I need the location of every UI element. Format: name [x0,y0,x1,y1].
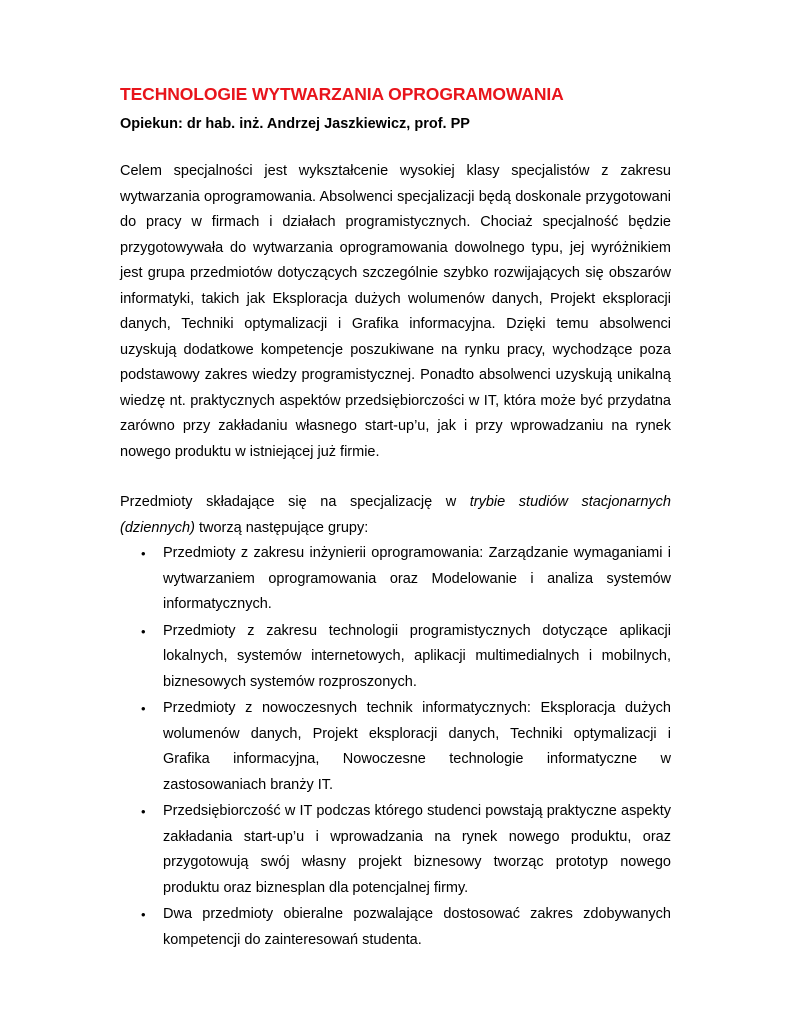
bullet-icon: • [141,623,146,639]
document-title: TECHNOLOGIE WYTWARZANIA OPROGRAMOWANIA [120,84,564,104]
supervisor-line: Opiekun: dr hab. inż. Andrzej Jaszkiewicz, prof. PP [120,116,470,132]
list-item-text: Przedmioty z zakresu inżynierii oprogramowania: Zarządzanie wymaganiami i wytwarzaniem oprogramowania oraz Modelowanie i analiza systemów informatycznych. [163,545,671,612]
groups-intro-text-start: Przedmioty składające się na specjalizację w [120,494,470,510]
list-item-text: Dwa przedmioty obieralne pozwalające dostosować zakres zdobywanych kompetencji do zainteresowań studenta. [163,906,671,948]
list-item-text: Przedmioty z zakresu technologii programistycznych dotyczące aplikacji lokalnych, systemów internetowych, aplikacji multimedialnych i mobilnych, biznesowych systemów rozproszonych. [163,622,671,690]
document-page [120,83,671,953]
list-item-text: Przedsiębiorczość w IT podczas którego studenci powstają praktyczne aspekty zakładania start-up’u i wprowadzania na rynek nowego produktu, oraz przygotowują swój własny projekt biznesowy tworząc prototyp nowego produktu oraz biznesplan dla potencjalnej firmy. [163,803,671,896]
list-item [120,799,671,901]
list-item [120,619,671,696]
groups-intro-text-end: tworzą następujące grupy: [194,519,369,536]
list-item [120,541,671,618]
bullet-icon: • [141,804,146,819]
bullet-icon: • [141,701,146,716]
groups-intro-paragraph [120,490,671,541]
list-item [120,696,671,798]
bullet-icon: • [141,907,146,922]
list-item [120,902,671,953]
groups-intro-study-mode: trybie studiów stacjonarnych (dziennych) [120,494,671,536]
list-item-text: Przedmioty z nowoczesnych technik informatycznych: Eksploracja dużych wolumenów danych, Projekt eksploracji danych, Techniki optymalizacji i Grafika informacyjna, Nowoczesne technologie informatyczne w zastosowaniach branży IT. [163,700,671,793]
bullet-icon: • [141,546,146,561]
intro-paragraph: Celem specjalności jest wykształcenie wysokiej klasy specjalistów z zakresu wytwarzania oprogramowania. Absolwenci specjalizacji będą doskonale przygotowani do pracy w firmach i działach programistycznych. Chociaż specjalność będzie przygotowywała do wytwarzania oprogramowania dowolnego typu, jej wyróżnikiem jest grupa przedmiotów dotyczących szczególnie szybko rozwijających się obszarów informatyki, takich jak Eksploracja dużych wolumenów danych, Projekt eksploracji danych, Techniki optymalizacji i Grafika informacyjna. Dzięki temu absolwenci uzyskują dodatkowe kompetencje poszukiwane na rynku pracy, wychodzące poza podstawowy zakres wiedzy programistycznej. Ponadto absolwenci uzyskują unikalną wiedzę nt. praktycznych aspektów przedsiębiorczości w IT, która może być przydatna zarówno przy zakładaniu własnego start-up’u, jak i przy wprowadzaniu na rynek nowego produktu w istniejącej już firmie. [120,163,671,460]
subject-groups-list [120,541,671,953]
